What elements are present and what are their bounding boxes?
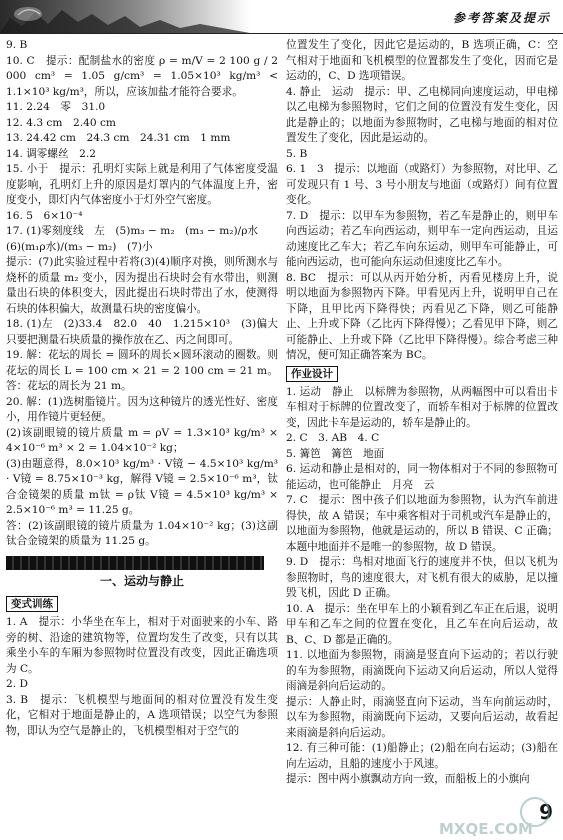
- header-title: 参考答案及提示: [452, 11, 551, 25]
- answer-item: 6. 1 3 提示：以地面（或路灯）为参照物，对比甲、乙可发现只有 1 号、3 号小朋友与地面（或路灯）间有位置变化。: [286, 163, 558, 206]
- design-item: 2. C 3. AB 4. C: [286, 432, 380, 444]
- design-item: 12. 有三种可能：(1)船静止；(2)船在向右运动；(3)船在向左运动，且船的速度小于风速。: [286, 742, 558, 770]
- design-item: 7. C 提示：图中孩子们以地面为参照物，认为汽车前进得快，故 A 错误；车中乘客相对于司机或汽车是静止的，以地面为参照物，他就是运动的，所以 B 错误、C 正确；本题中地面并不是唯一的参照物，故 D 错误。: [286, 494, 558, 553]
- design-item: 5. 篝笆 篝笆 地面: [286, 447, 385, 460]
- answer-item: 4. 静止 运动 提示：甲、乙电梯同向速度运动，甲电梯以乙电梯为参照物时，它们之间的位置没有发生变化，因此是静止的；以地面为参照物时，乙电梯与地面的相对位置发生了变化，因此是运动的。: [286, 85, 558, 144]
- practice-tag: 变式训练: [6, 596, 58, 612]
- answer-item: 20. 解：(1)选树脂镜片。因为这种镜片的透光性好、密度小，用作镜片更轻便。: [6, 395, 278, 423]
- left-column: [6, 38, 289, 739]
- answer-item: 13. 24.42 cm 24.3 cm 24.31 cm 1 mm: [6, 132, 231, 144]
- answer-item: 8. BC 提示：可以从丙开始分析，丙看见楼房上升，说明以地面为参照物丙下降。甲看见丙上升，说明甲自己在下降，且甲比丙下降得快；丙看见乙下降，则乙可能静止、上升或下降（乙比丙下降得慢）；乙看见甲下降，则乙可能静止、上升或下降（乙比甲下降得慢）。综合考虑三种情况，便可知正确答案为 BC。: [286, 271, 558, 361]
- answer-item: 答：(2)该副眼镜的镜片质量为 1.04×10⁻² kg；(3)这副钛合金镜架的质量为 11.25 g。: [6, 519, 278, 547]
- svg-text:MXQE.COM: MXQE.COM: [439, 820, 533, 838]
- design-item: 1. 运动 静止 以标牌为参照物，从两幅图中可以看出卡车相对于标牌的位置改变了，而轿车相对于标牌的位置改变，因此卡车是运动的，轿车是静止的。: [286, 385, 558, 429]
- answer-item: 10. C 提示：配制盐水的密度 ρ = m/V = 2 100 g / 2 000 cm³ = 1.05 g/cm³ = 1.05×10³ kg/m³ < 1.1×10³ kg/m³，所以，应该加盐才能符合要求。: [6, 54, 278, 98]
- header-decoration: [0, 0, 250, 33]
- answer-item: (2)该副眼镜的镜片质量 m = ρV = 1.3×10³ kg/m³ × 4×10⁻⁶ m³ × 2 = 1.04×10⁻² kg；: [6, 426, 278, 454]
- answer-item: 16. 5 6×10⁻⁴: [6, 209, 83, 222]
- answer-item: (3)由题意得，8.0×10³ kg/m³ · V镜 − 4.5×10³ kg/m³ · V镜 = 8.75×10⁻³ kg，解得 V镜 = 2.5×10⁻⁶ m³，钛合金镜架的质量 m钛 = ρ钛 V镜 = 4.5×10³ kg/m³ × 2.5×10⁻⁶ m³ = 11.25 g。: [6, 457, 278, 516]
- answer-item: 9. B: [6, 39, 28, 51]
- design-item: 10. A 提示：坐在甲车上的小颖看到乙车正在后退，说明甲车和乙车之间的位置在变化，且乙车在向后运动，故 B、C、D 都是正确的。: [286, 602, 558, 646]
- answer-item: 15. 小于 提示：孔明灯实际上就是利用了气体密度受温度影响，孔明灯上升的原因是灯罩内的气体温度上升，密度变小，即灯内气体密度小于灯外空气密度。: [6, 163, 278, 206]
- design-item: 9. D 提示：鸟相对地面飞行的速度并不快，但以飞机为参照物时，鸟的速度很大，对飞机有很大的威胁，足以撞毁飞机，因此 D 正确。: [286, 556, 558, 599]
- answer-item: 5. B: [286, 147, 308, 160]
- practice-item: 2. D: [6, 678, 28, 690]
- practice-item: 3. B 提示：飞机模型与地面间的相对位置没有发生变化，它相对于地面是静止的，A 选项错误；以空气为参照物，即认为空气是静止的，飞机模型相对于空气的: [6, 693, 278, 737]
- design-tag: 作业设计: [286, 366, 338, 382]
- answer-item: 12. 4.3 cm 2.40 cm: [6, 116, 116, 129]
- right-column: [286, 38, 558, 788]
- answer-item: 提示：(7)此实验过程中若将(3)(4)顺序对换，则所测水与烧杯的质量 m₂ 变小，因为提出石块时会有水带出，则测量出石块的体积变大，因此提出石块时带出了水，使测得石块的体积偏大，故测量石块的密度偏小。: [6, 256, 278, 315]
- practice-item: 1. A 提示：小华坐在车上，相对于对面驶来的小车、路旁的树、沿途的建筑物等，位置均发生了改变，只有以其乘坐小车的车厢为参照物时位置没有改变，因此正确选项为 C。: [6, 616, 278, 675]
- answer-item: (6)(m₁ρ水)/(m₃ − m₂) (7)小: [6, 240, 153, 253]
- design-item: 11. 以地面为参照物，雨滴是竖直向下运动的；若以行驶的车为参照物，雨滴既向下运动又向后运动，所以人觉得雨滴是斜向后运动的。: [286, 649, 558, 692]
- answer-item: 19. 解：花坛的周长 = 圆环的周长×圆环滚动的圈数。则花坛的周长 L = 100 cm × 21 = 2 100 cm = 21 m。答：花坛的周长为 21 m。: [6, 349, 278, 392]
- header-art-icon: [0, 0, 250, 33]
- section-divider: [6, 556, 264, 570]
- answer-item: 7. D 提示：以甲车为参照物，若乙车是静止的，则甲车向西运动；若乙车向西运动，则甲车一定向西运动，且运动速度比乙车大；若乙车向东运动，则甲车可能静止，可能向西运动，也可能向东运动但速度比乙车小。: [286, 209, 558, 268]
- answer-item: 17. (1)零刻度线 左 (5)m₃ − m₂ (m₃ − m₂)/ρ水: [6, 225, 259, 237]
- section-title: 一、运动与静止: [99, 573, 184, 588]
- design-item: 提示：图中两小旗飘动方向一致，而船板上的小旗向: [286, 773, 530, 785]
- answer-item: 14. 调零螺丝 2.2: [6, 147, 97, 160]
- design-item: 提示：人静止时，雨滴竖直向下运动，当车向前运动时，以车为参照物，雨滴既向下运动，又要向后运动，故看起来雨滴是斜向后运动。: [286, 695, 558, 739]
- watermark-logo-icon: [437, 794, 557, 838]
- design-item: 6. 运动和静止是相对的，同一物体相对于不同的参照物可能运动，也可能静止 月亮 云: [286, 463, 558, 491]
- answer-item: 18. (1)左 (2)33.4 82.0 40 1.215×10³ (3)偏大 只要把测量石块质量的操作放在乙、丙之间即可。: [6, 318, 289, 346]
- answer-item: 位置发生了变化，因此它是运动的，B 选项正确，C：空气相对于地面和飞机模型的位置都发生了变化，因而它是运动的，C、D 选项错误。: [286, 39, 558, 82]
- page-number: 9: [539, 800, 553, 824]
- answer-item: 11. 2.24 零 31.0: [6, 101, 106, 113]
- page-header: [0, 0, 563, 34]
